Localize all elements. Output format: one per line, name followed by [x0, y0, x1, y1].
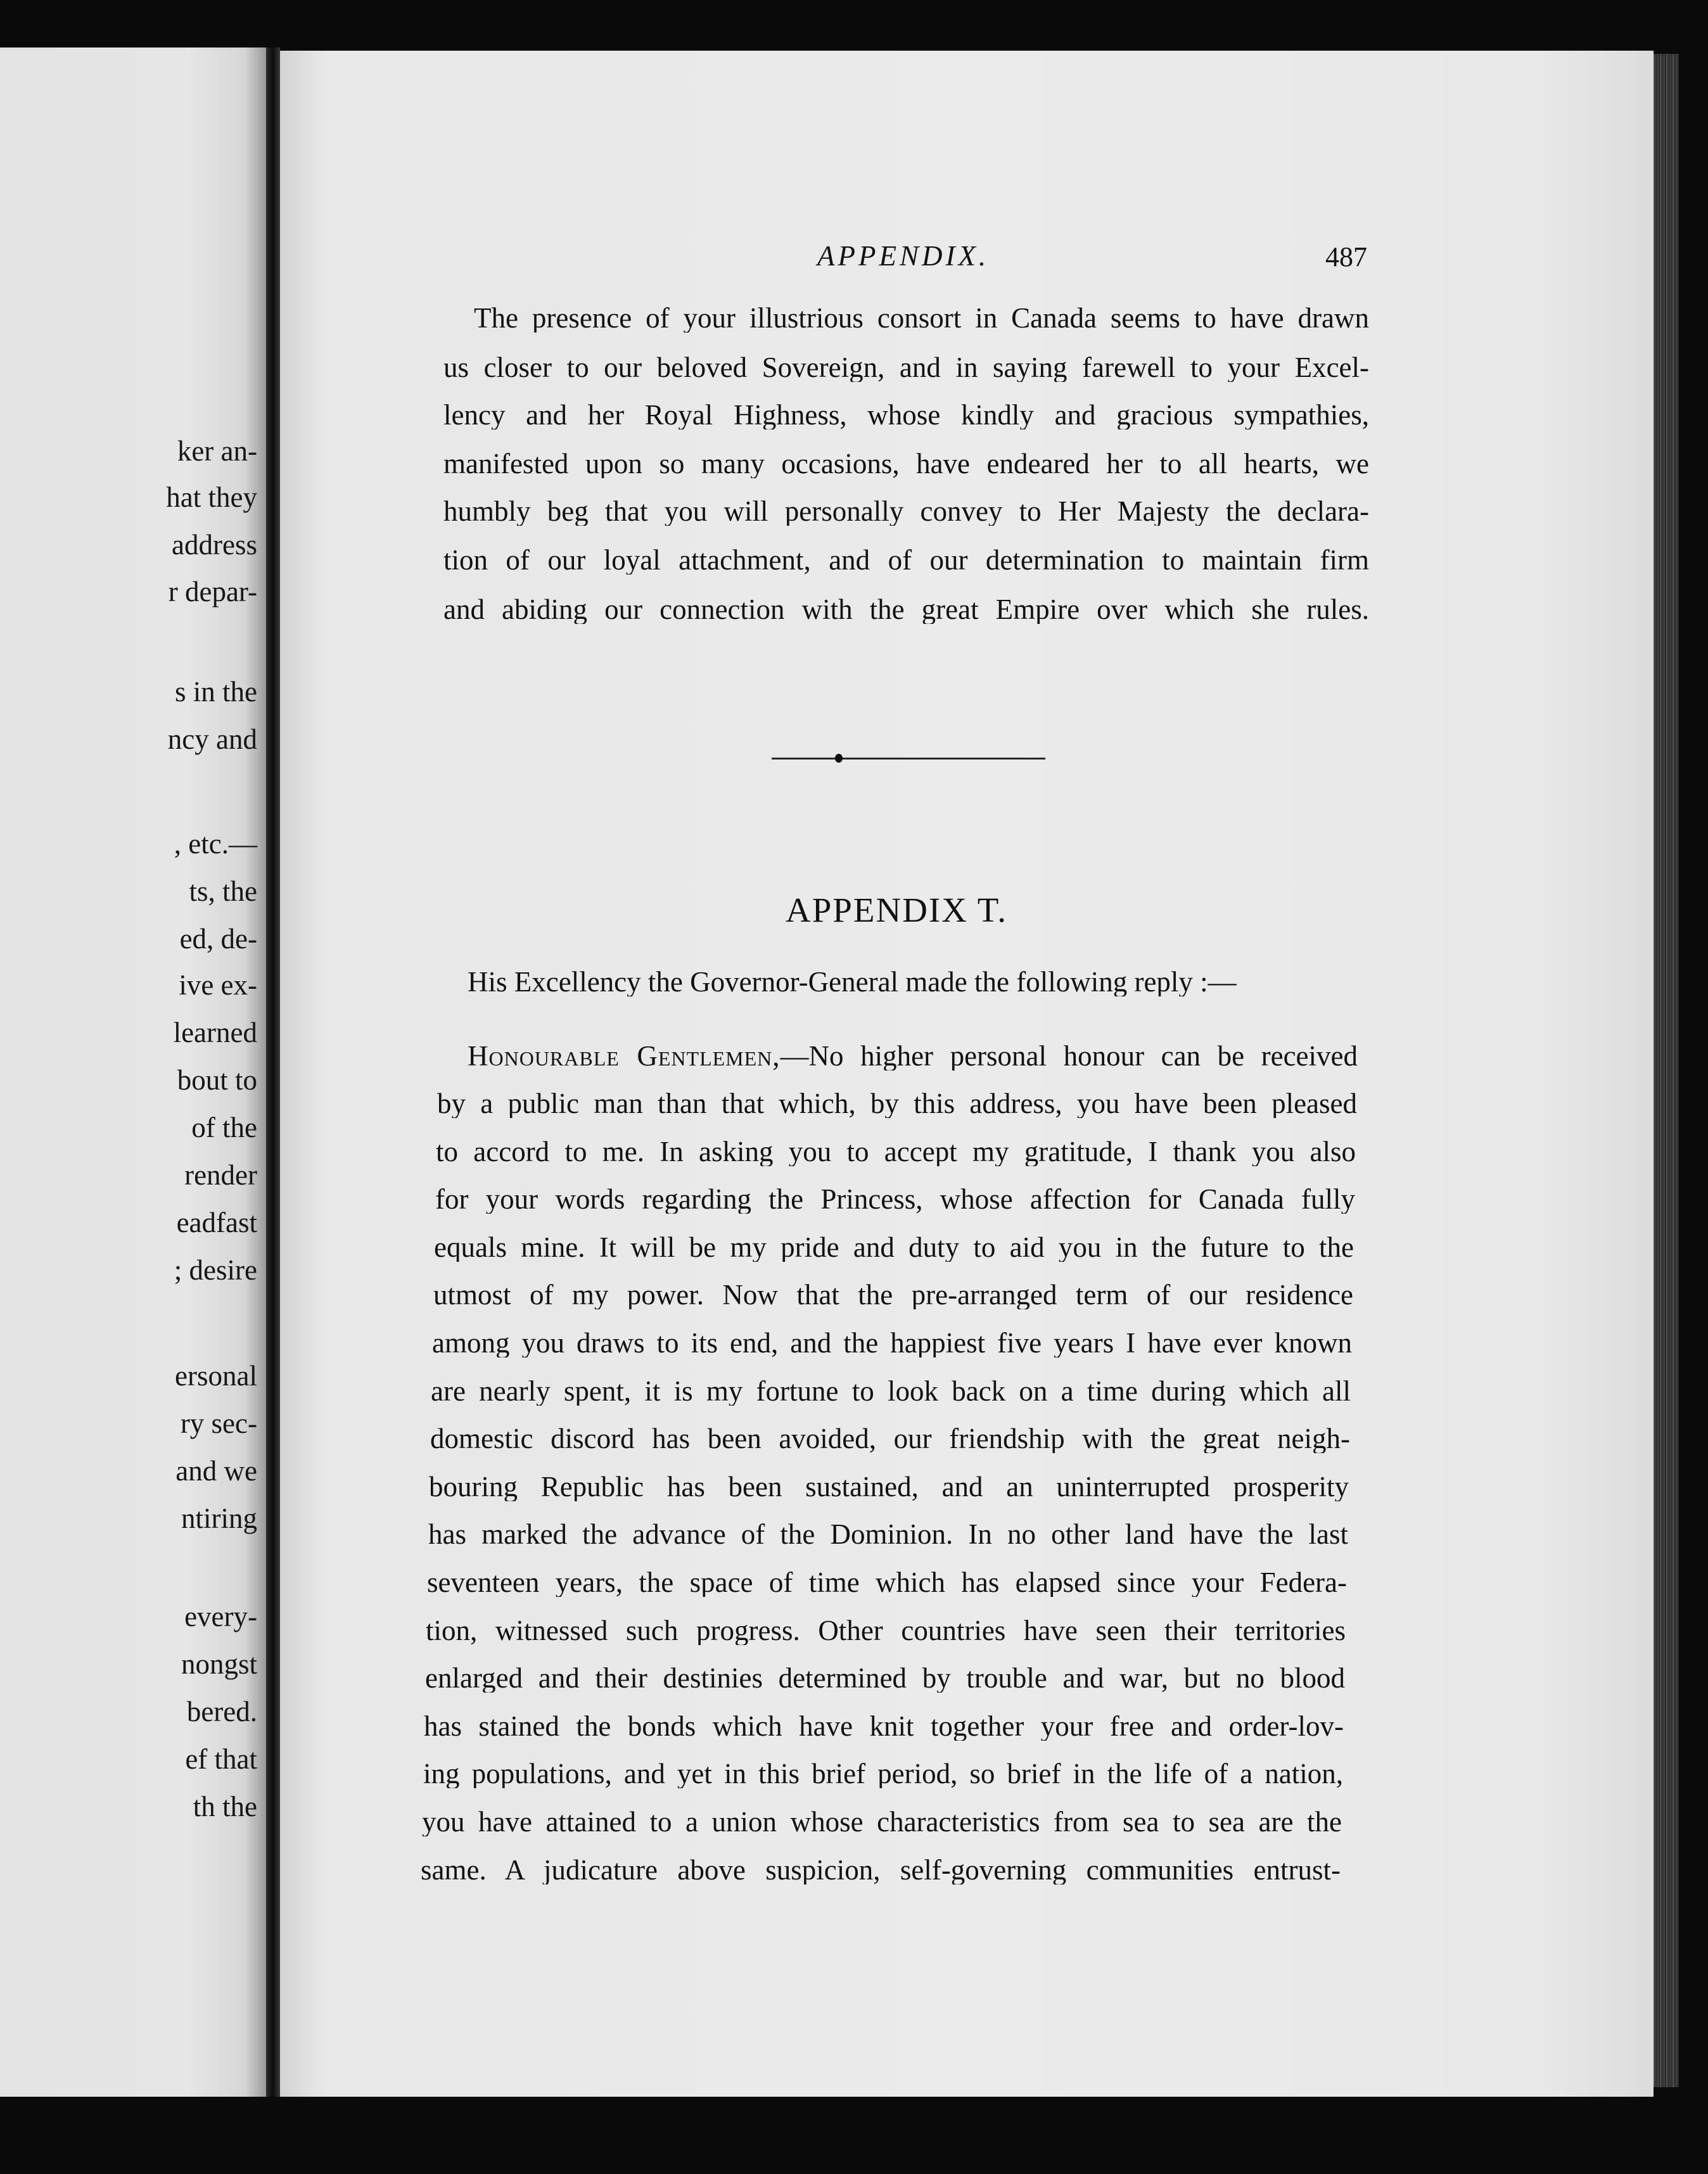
page-edges: [1654, 54, 1679, 2087]
left-page-fragment: r depar-: [168, 576, 257, 607]
reply-line: enlarged and their destinies determined by trouble and war, but no blood: [425, 1664, 1345, 1693]
left-page-fragment: of the: [191, 1112, 257, 1143]
left-page-fragment: ker an-: [177, 435, 257, 467]
appendix-heading: APPENDIX T.: [786, 891, 1007, 929]
paragraph-1-line: manifested upon so many occasions, have endeared her to all hearts, we: [443, 450, 1369, 478]
reply-line: has marked the advance of the Dominion. In no other land have the last: [428, 1520, 1348, 1549]
reply-line: bouring Republic has been sustained, and an uninterrupted prosperity: [429, 1473, 1349, 1501]
left-page-fragment: and we: [175, 1455, 257, 1487]
reply-line: same. A judicature above suspicion, self-governing communities entrust-: [421, 1856, 1341, 1885]
reply-line: utmost of my power. Now that the pre-arranged term of our residence: [433, 1281, 1353, 1309]
left-page-fragment: ts, the: [189, 875, 257, 907]
left-page-fragment: th the: [193, 1791, 257, 1822]
reply-line: are nearly spent, it is my fortune to look back on a time during which all: [431, 1377, 1351, 1406]
left-page-fragment: ersonal: [175, 1360, 257, 1392]
left-page-fragment: nongst: [181, 1648, 257, 1680]
left-page-fragment: address: [172, 529, 257, 561]
reply-line: ing populations, and yet in this brief period, so brief in the life of a nation,: [423, 1760, 1343, 1788]
reply-line: tion, witnessed such progress. Other countries have seen their territories: [426, 1617, 1346, 1645]
reply-line: among you draws to its end, and the happiest five years I have ever known: [432, 1329, 1352, 1357]
paragraph-1-line: tion of our loyal attachment, and of our determination to maintain firm: [443, 546, 1369, 575]
left-page-fragment: ntiring: [181, 1503, 257, 1534]
left-page-fragment: learned: [173, 1017, 257, 1048]
left-page-fragment: ive ex-: [179, 969, 257, 1001]
divider-ornament: [835, 754, 843, 763]
reply-first-line-rest: —No higher personal honour can be received: [780, 1042, 1358, 1071]
paragraph-1-line: us closer to our beloved Sovereign, and in saying farewell to your Excel-: [443, 353, 1369, 382]
paragraph-1-line: lency and her Royal Highness, whose kindly and gracious sympathies,: [443, 401, 1369, 429]
left-page-fragment: hat they: [166, 481, 257, 513]
left-page-fragment: ed, de-: [179, 923, 257, 955]
left-page-fragment: render: [184, 1159, 257, 1191]
page-number: 487: [1325, 241, 1367, 272]
left-page-fragment: ry sec-: [180, 1408, 257, 1439]
left-page-fragment: eadfast: [176, 1207, 257, 1238]
reply-first-line: [468, 1042, 1358, 1071]
reply-line: you have attained to a union whose characteristics from sea to sea are the: [422, 1808, 1342, 1836]
reply-line: equals mine. It will be my pride and duty to aid you in the future to the: [434, 1233, 1354, 1262]
left-page-fragment: ncy and: [167, 723, 257, 755]
paragraph-1-line: humbly beg that you will personally convey to Her Majesty the declara-: [443, 497, 1369, 526]
left-page: [0, 48, 266, 2097]
section-divider: [772, 758, 1045, 760]
paragraph-1-line: The presence of your illustrious consort in Canada seems to have drawn: [474, 304, 1369, 333]
left-page-fragment: s in the: [175, 676, 257, 708]
left-page-fragment: bered.: [186, 1696, 257, 1727]
running-head: APPENDIX.: [817, 240, 990, 272]
reply-line: has stained the bonds which have knit together your free and order-lov-: [424, 1712, 1344, 1741]
paragraph-1-line: and abiding our connection with the great Empire over which she rules.: [443, 595, 1369, 624]
reply-line: seventeen years, the space of time which has elapsed since your Federa-: [427, 1568, 1347, 1597]
reply-line: for your words regarding the Princess, whose affection for Canada fully: [435, 1185, 1355, 1214]
book-gutter: [266, 48, 280, 2097]
reply-line: domestic discord has been avoided, our friendship with the great neigh-: [430, 1425, 1350, 1453]
intro-line: His Excellency the Governor-General made the following reply :—: [468, 968, 1237, 996]
left-page-fragment: bout to: [177, 1064, 257, 1096]
left-page-fragment: , etc.—: [174, 828, 257, 860]
reply-line: to accord to me. In asking you to accept my gratitude, I thank you also: [436, 1138, 1356, 1166]
left-page-fragment: ; desire: [174, 1254, 257, 1286]
salutation: Honourable Gentlemen,: [468, 1042, 781, 1071]
reply-line: by a public man than that which, by this address, you have been pleased: [437, 1090, 1357, 1118]
left-page-fragment: ef that: [185, 1743, 257, 1775]
left-page-fragment: every-: [184, 1601, 257, 1632]
